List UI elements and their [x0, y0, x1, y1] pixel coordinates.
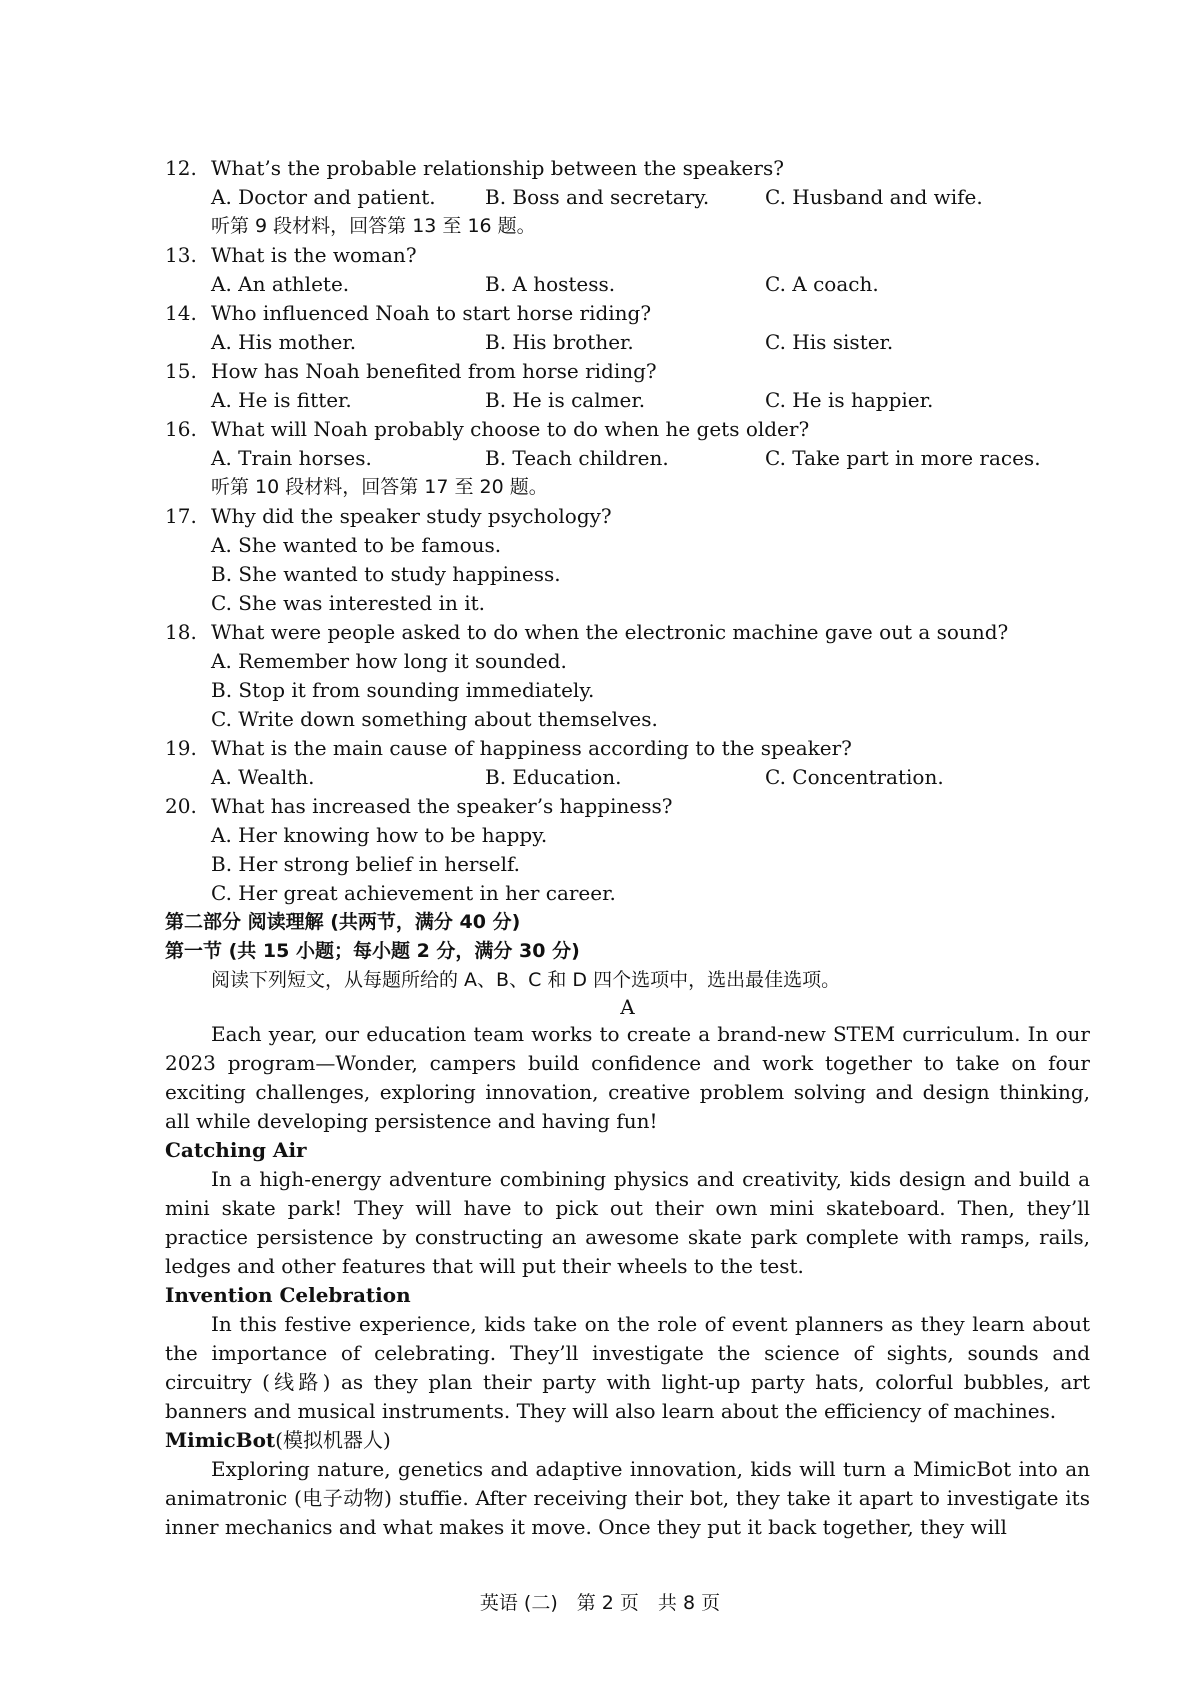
- option-a: A. Remember how long it sounded.: [211, 649, 567, 673]
- question-17: [165, 502, 1090, 531]
- mimicbot-title: MimicBot: [165, 1428, 276, 1452]
- section1-heading: 第一节 (共 15 小题；每小题 2 分，满分 30 分): [165, 940, 580, 962]
- options-16: [165, 444, 1090, 473]
- subheading-invention-celebration: Invention Celebration: [165, 1283, 411, 1307]
- option-b: B. Her strong belief in herself.: [211, 852, 521, 876]
- invention-celebration-paragraph: In this festive experience, kids take on the role of event planners as they learn about the importance of celebrating. They’ll investigate the science of sights, sounds and circuitry (线路) as they plan their party with light-up party hats, colorful bubbles, art banners and musical instruments. They will also learn about the efficiency of machines.: [165, 1312, 1090, 1423]
- question-stem: What is the main cause of happiness according to the speaker?: [211, 736, 852, 760]
- question-number: 15.: [165, 359, 197, 383]
- option-a: A. His mother.: [211, 330, 357, 354]
- question-15: [165, 357, 1090, 386]
- option-a: A. Her knowing how to be happy.: [211, 823, 548, 847]
- option-b: B. Stop it from sounding immediately.: [211, 678, 595, 702]
- mimicbot-title-note: (模拟机器人): [275, 1428, 391, 1452]
- option-b: B. A hostess.: [485, 272, 616, 296]
- option-c: C. His sister.: [765, 330, 894, 354]
- option-a: A. She wanted to be famous.: [211, 533, 502, 557]
- option-c: C. Take part in more races.: [765, 446, 1041, 470]
- option-a: A. He is fitter.: [211, 388, 352, 412]
- option-a: A. Train horses.: [211, 446, 372, 470]
- question-stem: What is the woman?: [211, 243, 417, 267]
- listening-instruction-9: 听第 9 段材料，回答第 13 至 16 题。: [211, 215, 536, 237]
- option-b: B. Boss and secretary.: [485, 185, 710, 209]
- question-number: 16.: [165, 417, 197, 441]
- question-number: 12.: [165, 156, 197, 180]
- question-13: [165, 241, 1090, 270]
- question-14: [165, 299, 1090, 328]
- option-c: C. A coach.: [765, 272, 879, 296]
- option-a: A. Wealth.: [211, 765, 315, 789]
- question-stem: What were people asked to do when the electronic machine gave out a sound?: [211, 620, 1009, 644]
- question-number: 13.: [165, 243, 197, 267]
- question-stem: How has Noah benefited from horse riding?: [211, 359, 657, 383]
- question-number: 20.: [165, 794, 197, 818]
- question-stem: Who influenced Noah to start horse riding?: [211, 301, 652, 325]
- option-b: B. She wanted to study happiness.: [211, 562, 561, 586]
- question-stem: What will Noah probably choose to do when he gets older?: [211, 417, 810, 441]
- intro-paragraph: Each year, our education team works to create a brand-new STEM curriculum. In our 2023 program—Wonder, campers build confidence and work together to take on four exciting challenges, exploring innovation, creative problem solving and design thinking, all while developing persistence and having fun!: [165, 1022, 1090, 1133]
- option-c: C. Concentration.: [765, 765, 944, 789]
- question-20: [165, 792, 1090, 821]
- subheading-mimicbot: [165, 1426, 1090, 1455]
- option-c: C. Her great achievement in her career.: [211, 881, 616, 905]
- exam-page: [165, 154, 1090, 1542]
- option-b: B. He is calmer.: [485, 388, 646, 412]
- options-14: [165, 328, 1090, 357]
- option-c: C. He is happier.: [765, 388, 934, 412]
- option-a: A. Doctor and patient.: [211, 185, 436, 209]
- reading-instruction: 阅读下列短文，从每题所给的 A、B、C 和 D 四个选项中，选出最佳选项。: [211, 969, 841, 991]
- options-13: [165, 270, 1090, 299]
- question-16: [165, 415, 1090, 444]
- option-b: B. Teach children.: [485, 446, 669, 470]
- page-footer: 英语 (二) 第 2 页 共 8 页: [479, 1592, 721, 1614]
- options-12: [165, 183, 1090, 212]
- question-stem: What has increased the speaker’s happiness?: [211, 794, 673, 818]
- options-19: [165, 763, 1090, 792]
- listening-instruction-10: 听第 10 段材料，回答第 17 至 20 题。: [211, 476, 548, 498]
- question-18: [165, 618, 1090, 647]
- option-c: C. She was interested in it.: [211, 591, 486, 615]
- catching-air-paragraph: In a high-energy adventure combining physics and creativity, kids design and build a mini skate park! They will have to pick out their own mini skateboard. Then, they’ll practice persistence by constructing an awesome skate park complete with ramps, rails, ledges and other features that will put their wheels to the test.: [165, 1167, 1090, 1278]
- passage-label: A: [620, 995, 635, 1019]
- option-b: B. Education.: [485, 765, 622, 789]
- question-stem: Why did the speaker study psychology?: [211, 504, 612, 528]
- question-number: 17.: [165, 504, 197, 528]
- question-number: 18.: [165, 620, 197, 644]
- question-19: [165, 734, 1090, 763]
- question-stem: What’s the probable relationship between the speakers?: [211, 156, 784, 180]
- mimicbot-paragraph: Exploring nature, genetics and adaptive innovation, kids will turn a MimicBot into an animatronic (电子动物) stuffie. After receiving their bot, they take it apart to investigate its inner mechanics and what makes it move. Once they put it back together, they will: [165, 1457, 1090, 1539]
- option-c: C. Husband and wife.: [765, 185, 983, 209]
- option-c: C. Write down something about themselves.: [211, 707, 658, 731]
- subheading-catching-air: Catching Air: [165, 1138, 307, 1162]
- part2-heading: 第二部分 阅读理解 (共两节，满分 40 分): [165, 911, 521, 933]
- question-12: [165, 154, 1090, 183]
- options-15: [165, 386, 1090, 415]
- question-number: 19.: [165, 736, 197, 760]
- question-number: 14.: [165, 301, 197, 325]
- option-a: A. An athlete.: [211, 272, 350, 296]
- option-b: B. His brother.: [485, 330, 634, 354]
